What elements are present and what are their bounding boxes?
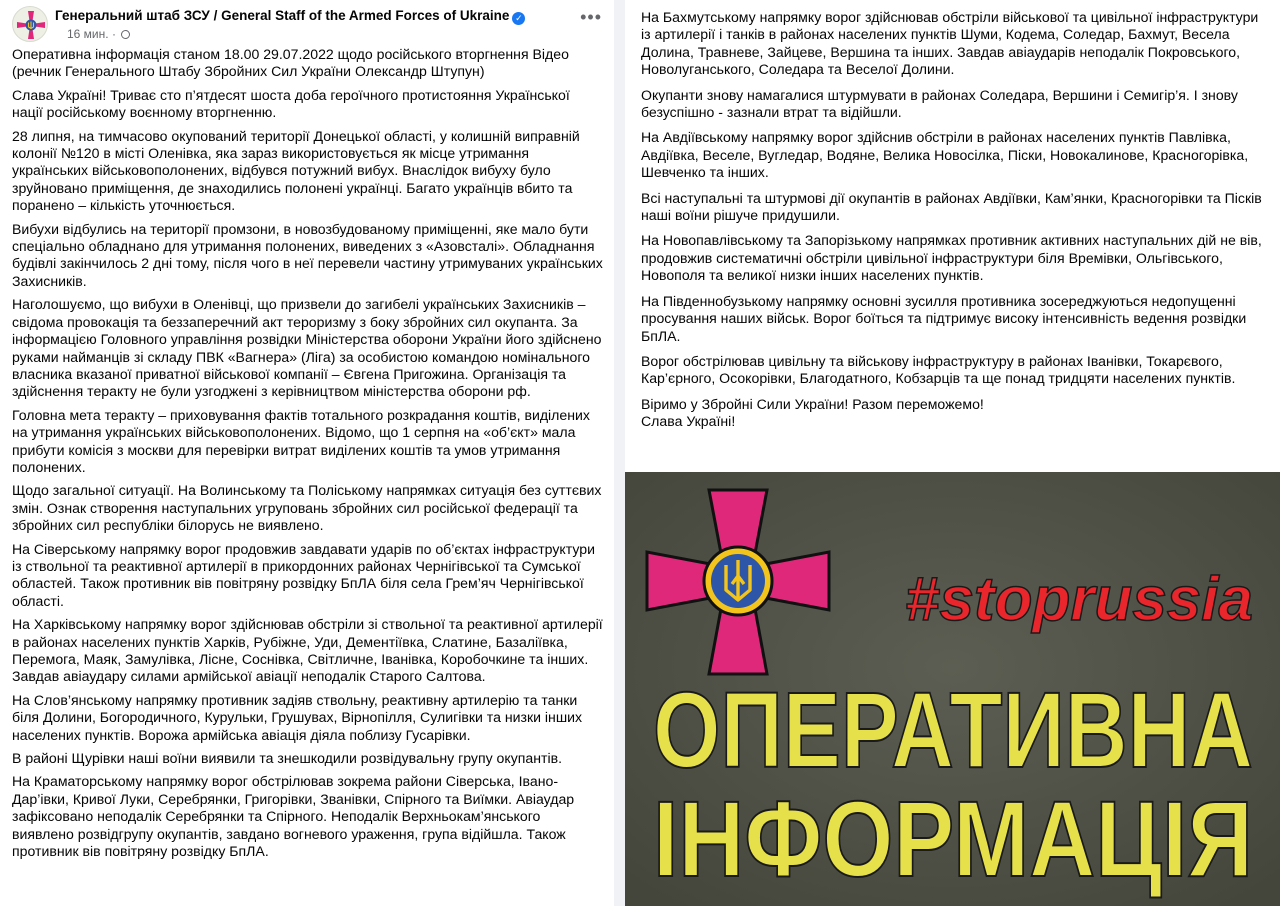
post-paragraph: 28 липня, на тимчасово окупований території Донецької області, у колишній виправній колонії №120 в місті Оленівка, яка зараз використовується як місце утримання українських військовополонених, відбувся потужний вибух. Внаслідок вибуху було зруйновано приміщення, де знаходились полонені українці. Багато українців вбито та поранено – кількість уточнюється. [12, 127, 580, 214]
post-paragraph: Ворог обстрілював цивільну та військову інфраструктуру в районах Іванівки, Токарєвого, Кар’єрного, Осокорівки, Благодатного, Кобзарців та ще понад тридцяти населених пунктів. [641, 352, 1236, 387]
post-paragraph: Окупанти знову намагалися штурмувати в районах Соледара, Вершини і Семигір’я. І знову безуспішно - зазнали втрат та відійшли. [641, 86, 1238, 121]
post-paragraph: Щодо загальної ситуації. На Волинському та Поліському напрямках ситуація без суттєвих змін. Ознак створення наступальних угруповань збройних сил російської федерації та збройних сил республіки білорусь не виявлено. [12, 482, 602, 534]
post-paragraph: В районі Щурівки наші воїни виявили та знешкодили розвідувальну групу окупантів. [12, 750, 563, 767]
post-body [12, 46, 604, 860]
post-paragraph: На Краматорському напрямку ворог обстрілював зокрема райони Сіверська, Івано-Дар’івки, Кривої Луки, Серебрянки, Григорівки, Званівки, Спірного та Виїмки. Авіаудар зафіксовано неподалік Серебрянки та Спірного. Неподалік Верхньокам’янського виявлено розвідгрупу окупантів, завдано вогневого ураження, група відійшла. Також противник вів повітряну розвідку БпЛА. [12, 773, 575, 860]
post-paragraph: На Бахмутському напрямку ворог здійснював обстріли військової та цивільної інфраструктури із артилерії і танків в районах населених пунктів Шуми, Кодема, Соледар, Бахмут, Весела Долина, Травневе, Зайцеве, Вершина та інших. Завдав авіаударів неподалік Покровського, Новолуганського, Соледара та Веселої Долини. [641, 9, 1259, 78]
post-body-continued [625, 0, 1280, 431]
post-column-left [0, 0, 614, 906]
post-column-right [625, 0, 1280, 906]
post-paragraph: На Слов’янському напрямку противник задіяв ствольну, реактивну артилерію та танки біля Долини, Богородичного, Курульки, Грушуваx, Вірнопілля, Сулигівки та низки інших населених пунктів. Ворожа армійська авіація діяла поблизу Гусарівки. [12, 691, 583, 743]
post-paragraph: Всі наступальні та штурмові дії окупантів в районах Авдіївки, Кам’янки, Красногорівки та Пісків наші воїни рішуче придушили. [641, 189, 1262, 224]
verified-badge-icon: ✓ [512, 12, 525, 25]
post-paragraph: Оперативна інформація станом 18.00 29.07.2022 щодо російського вторгнення Відео (речник Генерального Штабу Збройних Сил України Олександр Штупун) [12, 46, 569, 80]
banner-image [625, 472, 1280, 906]
army-emblem-icon [13, 7, 48, 42]
post-paragraph: На Авдіївському напрямку ворог здійснив обстріли в районах населених пунктів Павлівка, Авдіївка, Веселе, Вугледар, Водяне, Велика Новосілка, Піски, Новокалинове, Красногорівка, Шевченко та інших. [641, 129, 1249, 181]
post-paragraph: Головна мета теракту – приховування фактів тотального розкрадання коштів, виділених на утримання українських військовополонених. Відомо, що 1 серпня на «об’єкт» мала прибути комісія з москви для перевірки витрат виділених коштів та умов утримання полонених. [12, 406, 590, 475]
post-paragraph: На Новопавлівському та Запорізькому напрямках противник активних наступальних дій не вів, продовжив систематичні обстріли цивільної інфраструктури біля Времівки, Ольгівського, Новополя та великої низки інших населених пунктів. [641, 232, 1262, 284]
post-paragraph: Наголошуємо, що вибухи в Оленівці, що призвели до загибелі українських Захисників – свідома провокація та беззаперечний акт тероризму з боку збройних сил окупанта. За інформацією Головного управління розвідки Міністерства оборони України його здійснено руками найманців зі складу ПВК «Вагнера» (Ліга) за особистою командою номінального власника вказаної приватної військової компанії – Євгена Пригожина. Організація та здійснення теракту не були узгоджені з керівництвом міністерства оборони рф. [12, 296, 602, 400]
post-paragraph: Віримо у Збройні Сили України! Разом переможемо! Слава Україні! [641, 395, 984, 430]
banner-title-line2: ІНФОРМАЦІЯ [653, 778, 1253, 899]
post-paragraph: На Сіверському напрямку ворог продовжив завдавати ударів по об’єктах інфраструктури із ствольної та реактивної артилерії в прикордонних районах Чернігівської та Сумської областей. Також противник вів повітряну розвідку БпЛА біля села Грем’яч Чернігівської області. [12, 540, 595, 609]
more-options-icon[interactable]: ••• [580, 7, 602, 27]
post-header [12, 0, 604, 46]
banner-hashtag: #stoprussia [904, 565, 1253, 634]
post-paragraph: Слава Україні! Триває сто п’ятдесят шоста доба героїчного протистояння Української нації російському воєнному вторгненню. [12, 86, 570, 121]
post-paragraph: Вибухи відбулись на території промзони, в новозбудованому приміщенні, яке мало бути спеціально обладнано для утримання полонених, виведених з «Азовсталі». Обладнання будівлі закінчилось 2 дні тому, після чого в неї перевели частину утримуваних українських Захисників. [12, 220, 603, 289]
post-paragraph: На Південнобузькому напрямку основні зусилля противника зосереджуються недопущенні просування наших військ. Ворог боїться та підтримує високу інтенсивність ведення розвідки БпЛА. [641, 292, 1247, 344]
globe-icon [121, 30, 130, 39]
post-timestamp[interactable]: 16 мин. · [67, 27, 130, 41]
page-avatar[interactable] [12, 6, 48, 42]
post-paragraph: На Харківському напрямку ворог здійснював обстріли зі ствольної та реактивної артилерії в районах населених пунктів Харків, Рубіжне, Уди, Дементіївка, Слатине, Базаліївка, Перемога, Маяк, Замулівка, Лісне, Соснівка, Світличне, Іванівка, Коробочкине та інших. Завдав авіаудару силами армійської авіації неподалік Старого Салтова. [12, 616, 603, 685]
banner-title-line1: ОПЕРАТИВНА [653, 669, 1253, 790]
page-name-link[interactable]: Генеральний штаб ЗСУ / General Staff of the Armed Forces of Ukraine ✓ [55, 8, 525, 25]
operational-info-banner[interactable] [625, 472, 1280, 906]
